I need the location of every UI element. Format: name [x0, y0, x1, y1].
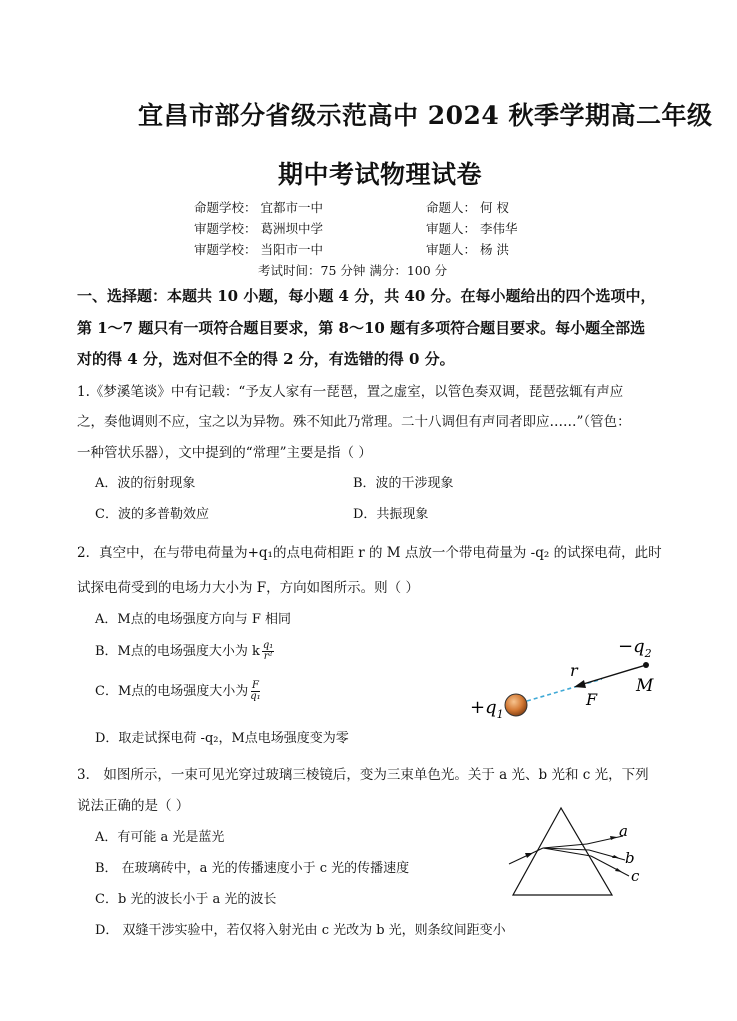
q3-option-c: C．b 光的波长小于 a 光的波长: [95, 892, 277, 907]
staff-right-3: 审题人： 杨 洪: [426, 242, 509, 257]
test-charge-point: [643, 662, 649, 668]
q1-option-c: C．波的多普勒效应: [95, 507, 209, 522]
ray-a-outside: [587, 836, 623, 844]
staff-right-2: 审题人： 李伟华: [426, 221, 518, 236]
q2-line2: 试探电荷受到的电场力大小为 F，方向如图所示。则（ ）: [77, 580, 419, 596]
q2-option-b-text: B．M点的电场强度大小为 k: [95, 644, 260, 659]
section1-line2: 第 1～7 题只有一项符合题目要求，第 8～10 题有多项符合题目要求。每小题全部选: [77, 319, 646, 337]
q3-line2: 说法正确的是（ ）: [77, 798, 190, 814]
q1-line3: 一种管状乐器），文中提到的“常理”主要是指（ ）: [77, 445, 372, 461]
ray-a-inside: [543, 844, 587, 848]
q3-option-a: A．有可能 a 光是蓝光: [95, 830, 225, 845]
exam-title-line1: 宜昌市部分省级示范高中 2024 秋季学期高二年级: [138, 101, 713, 130]
label-b: b: [625, 849, 635, 867]
force-arrow-head: [574, 680, 586, 688]
label-a: a: [619, 822, 628, 840]
label-plus-q1: $+q_1$: [470, 697, 504, 721]
staff-left-2: 审题学校： 葛洲坝中学: [194, 221, 323, 236]
q2-option-a: A．M点的电场强度方向与 F 相同: [95, 612, 291, 627]
incident-ray: [509, 848, 543, 864]
q3-option-d: D． 双缝干涉实验中，若仅将入射光由 c 光改为 b 光，则条纹间距变小: [95, 923, 506, 938]
q2-option-c-fraction: [250, 681, 260, 702]
q2-option-b: [95, 640, 274, 662]
label-f: F: [586, 690, 598, 709]
exam-info: 考试时间：75 分钟 满分：100 分: [258, 263, 448, 278]
q1-option-b: B．波的干涉现象: [353, 476, 454, 491]
q2-charge-diagram: [460, 628, 700, 728]
q3-prism-diagram: [505, 800, 655, 905]
q1-option-d: D．共振现象: [353, 507, 429, 522]
incident-arrow-head: [525, 853, 533, 858]
positive-charge-sphere: [505, 694, 527, 716]
q2-line1: 2．真空中，在与带电荷量为+q₁的点电荷相距 r 的 M 点放一个带电荷量为 -q₂ 的试探电荷，此时: [77, 545, 662, 561]
staff-left-1: 命题学校： 宜都市一中: [194, 200, 323, 215]
q2-option-b-fraction: [262, 641, 274, 662]
q1-option-a: A．波的衍射现象: [95, 476, 196, 491]
section1-line3: 对的得 4 分，选对但不全的得 2 分，有选错的得 0 分。: [77, 350, 455, 368]
q2-option-c: [95, 680, 261, 702]
label-minus-q2: $-q_2$: [618, 636, 652, 660]
q2-option-c-text: C．M点的电场强度大小为: [95, 684, 249, 699]
staff-right-1: 命题人： 何 杈: [426, 200, 509, 215]
label-r: r: [570, 661, 578, 680]
fraction-numerator: q₁: [262, 640, 274, 651]
q3-line1: 3． 如图所示，一束可见光穿过玻璃三棱镜后，变为三束单色光。关于 a 光、b 光和 c 光，下列: [77, 767, 649, 783]
label-c: c: [631, 867, 640, 885]
fraction-numerator: F: [252, 680, 259, 691]
fraction-denominator: q₁: [250, 691, 261, 702]
ray-b-arrow: [612, 855, 619, 858]
q1-line2: 之，奏他调则不应，宝之以为异物。殊不知此乃常理。二十八调但有声同者即应……”（管色：: [77, 414, 631, 430]
section1-line1: 一、选择题：本题共 10 小题，每小题 4 分，共 40 分。在每小题给出的四个选项中，: [77, 287, 656, 305]
q3-option-b: B． 在玻璃砖中，a 光的传播速度小于 c 光的传播速度: [95, 861, 410, 876]
ray-c-arrow: [615, 868, 622, 872]
ray-b-outside: [589, 850, 625, 860]
staff-left-3: 审题学校： 当阳市一中: [194, 242, 323, 257]
ray-c-outside: [591, 856, 629, 876]
q2-option-d: D．取走试探电荷 -q₂，M点电场强度变为零: [95, 731, 349, 746]
fraction-denominator: r²: [263, 651, 273, 662]
exam-title-line2: 期中考试物理试卷: [278, 160, 483, 189]
q1-line1: 1.《梦溪笔谈》中有记载：“予友人家有一琵琶，置之虚室，以管色奏双调，琵琶弦辄有声应: [77, 384, 624, 400]
label-m: M: [636, 676, 654, 696]
